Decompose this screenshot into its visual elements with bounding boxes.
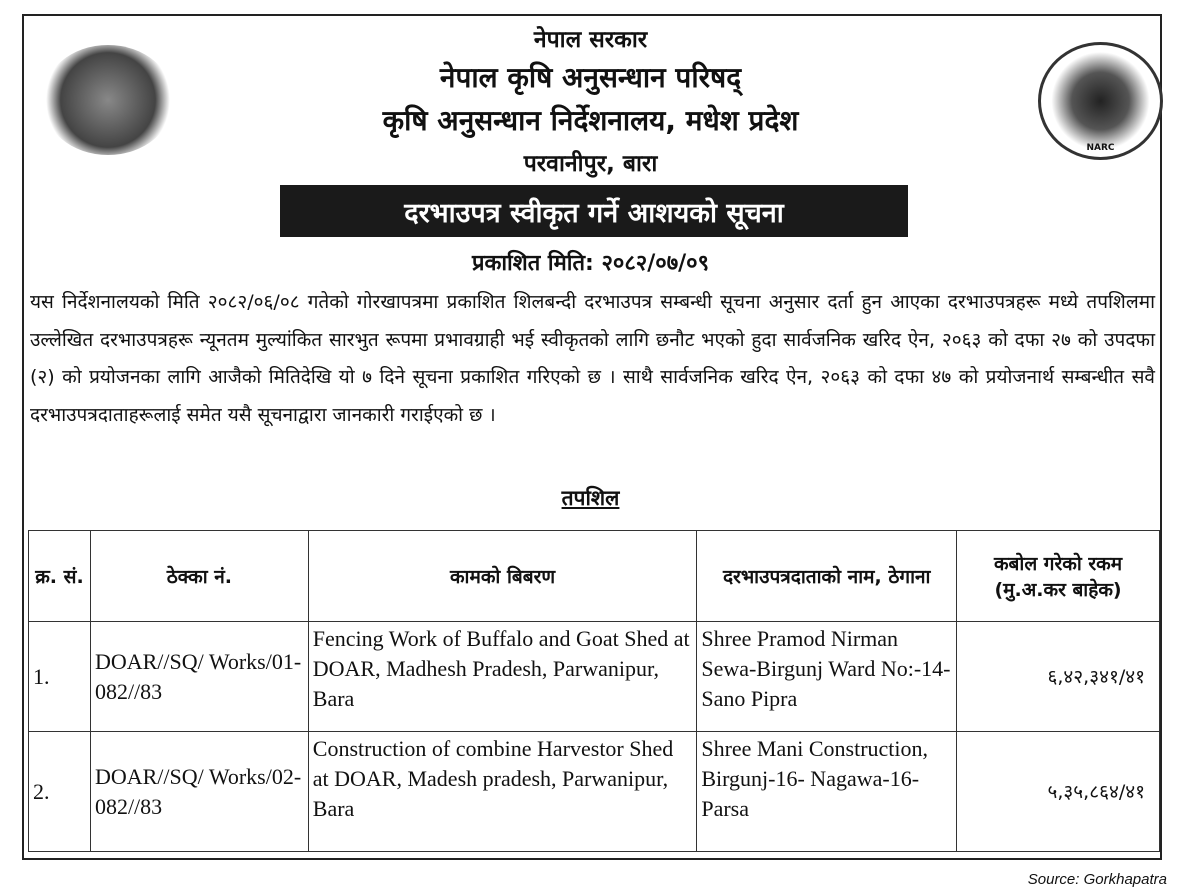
cell-description: Fencing Work of Buffalo and Goat Shed at DOAR, Madhesh Pradesh, Parwanipur, Bara (308, 622, 697, 732)
header-line-4: परवानीपुर, बारा (523, 151, 658, 177)
notice-body: यस निर्देशनालयको मिति २०८२/०६/०८ गतेको गोरखापत्रमा प्रकाशित शिलबन्दी दरभाउपत्र सम्बन्धी सूचना अनुसार दर्ता हुन आएका दरभाउपत्रहरू मध्ये तपशिलमा उल्लेखित दरभाउपत्रहरू न्यूनतम मुल्यांकित सारभुत रूपमा प्रभावग्राही भई स्वीकृतको लागि छनौट भएको हुदा सार्वजनिक खरिद ऐन, २०६३ को दफा २७ को उपदफा (२) को प्रयोजनका लागि आजैको मितिदेखि यो ७ दिने सूचना प्रकाशित गरिएको छ । साथै सार्वजनिक खरिद ऐन, २०६३ को दफा ४७ को प्रयोजनार्थ सम्बन्धीत सवै दरभाउपत्रदाताहरूलाई समेत यसै सूचनाद्वारा जानकारी गराईएको छ । (30, 291, 1155, 426)
table-heading: तपशिल (561, 486, 620, 510)
source-credit: Source: Gorkhapatra (1027, 871, 1167, 888)
col-bidder: दरभाउपत्रदाताको नाम, ठेगाना (697, 531, 957, 622)
cell-contract: DOAR//SQ/ Works/02-082//83 (90, 732, 308, 852)
header-line-2: नेपाल कृषि अनुसन्धान परिषद् (439, 61, 742, 94)
bid-table (28, 530, 1160, 852)
header-line-1: नेपाल सरकार (533, 27, 648, 53)
cell-bidder: Shree Pramod Nirman Sewa-Birgunj Ward No:-14-Sano Pipra (697, 622, 957, 732)
col-amount: कबोल गरेको रकम (मु.अ.कर बाहेक) (957, 531, 1160, 622)
cell-amount: ६,४२,३४१/४१ (957, 622, 1160, 732)
table-row (29, 622, 1160, 732)
col-sn: क्र. सं. (29, 531, 91, 622)
cell-description: Construction of combine Harvestor Shed at DOAR, Madesh pradesh, Parwanipur, Bara (308, 732, 697, 852)
published-date: प्रकाशित मिति: २०८२/०७/०९ (471, 251, 710, 276)
cell-contract: DOAR//SQ/ Works/01-082//83 (90, 622, 308, 732)
table-header-row (29, 531, 1160, 622)
col-contract: ठेक्का नं. (90, 531, 308, 622)
cell-sn: 2. (29, 732, 91, 852)
cell-amount: ५,३५,८६४/४१ (957, 732, 1160, 852)
narc-logo-text: NARC (1086, 143, 1115, 153)
table-row (29, 732, 1160, 852)
col-description: कामको बिबरण (308, 531, 697, 622)
header-line-3: कृषि अनुसन्धान निर्देशनालय, मधेश प्रदेश (382, 104, 799, 137)
notice-title: दरभाउपत्र स्वीकृत गर्ने आशयको सूचना (280, 185, 908, 237)
cell-sn: 1. (29, 622, 91, 732)
cell-bidder: Shree Mani Construction, Birgunj-16- Nagawa-16-Parsa (697, 732, 957, 852)
